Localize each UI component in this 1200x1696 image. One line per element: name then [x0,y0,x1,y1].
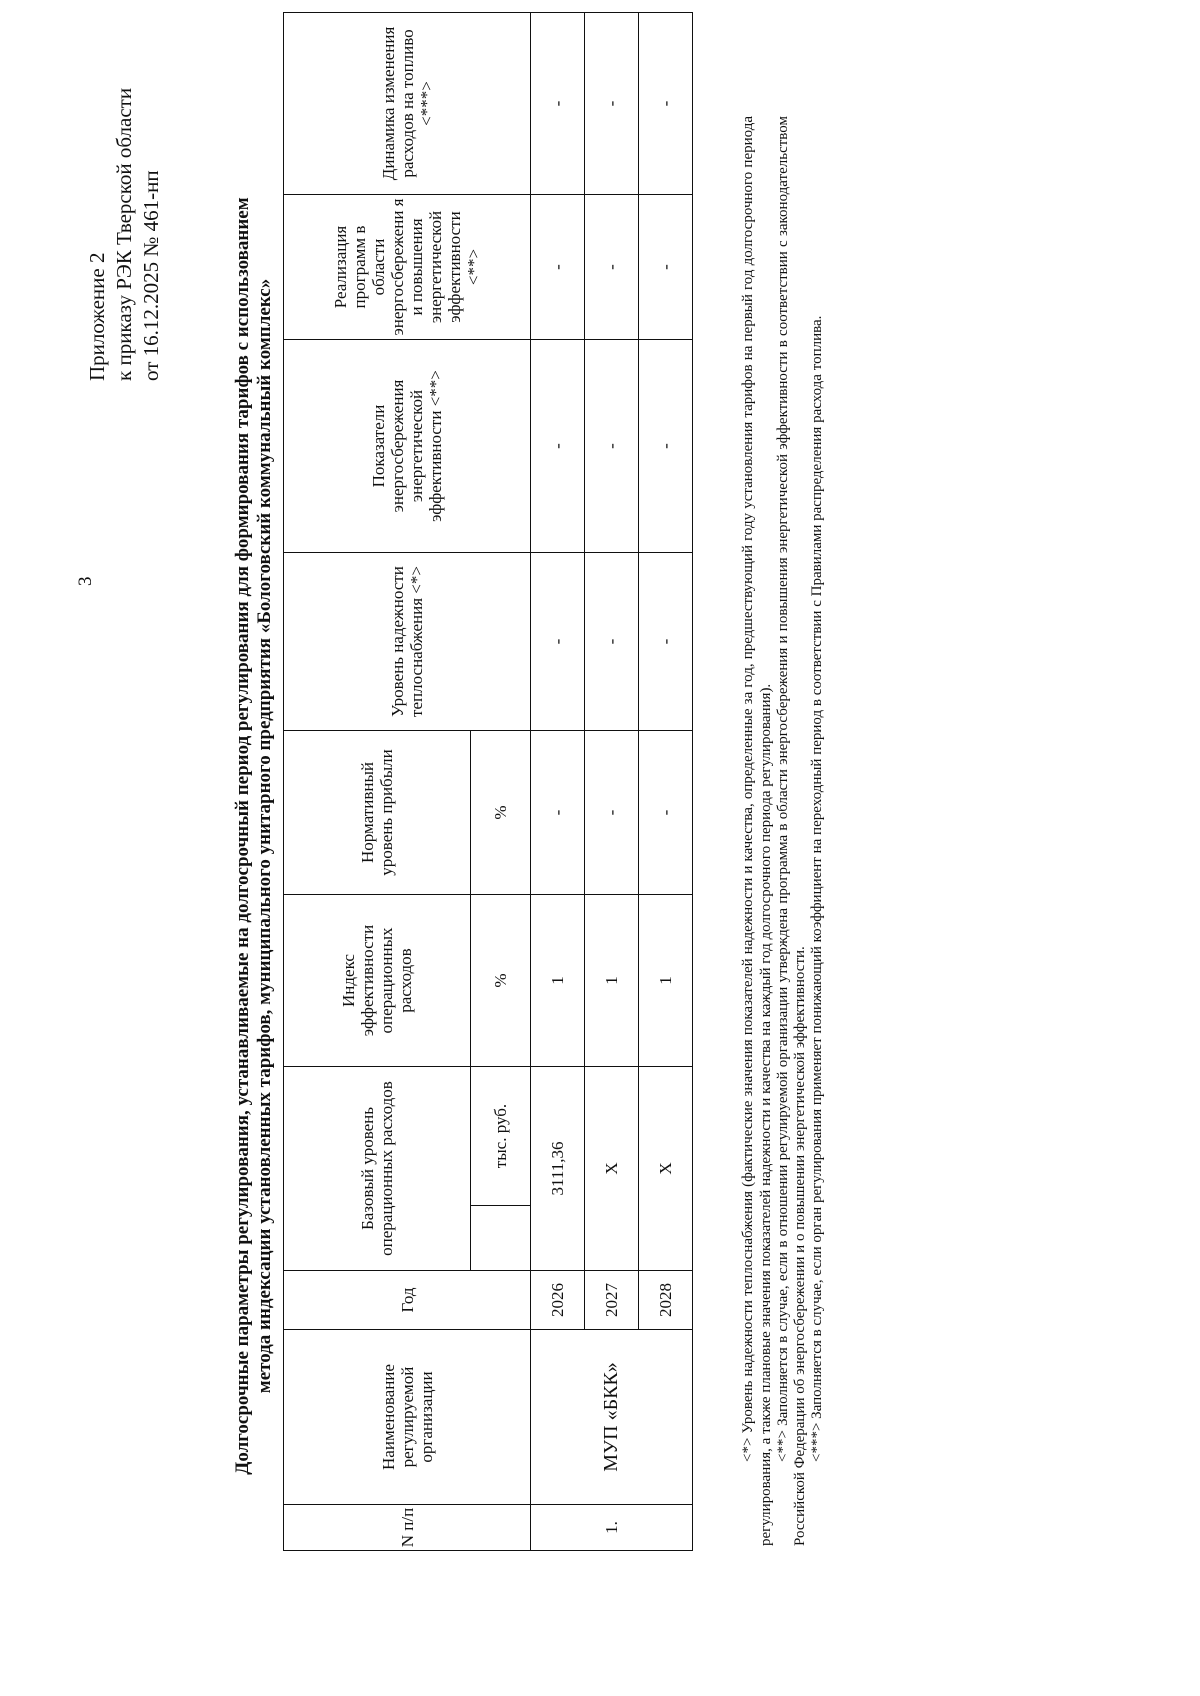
reliability-cell: - [639,553,693,731]
year-cell: 2026 [531,1271,585,1330]
energy-saving-cell: - [639,340,693,553]
base-level-cell: 3111,36 [531,1067,585,1271]
efficiency-index-cell: 1 [531,895,585,1067]
reliability-cell: - [585,553,639,731]
appendix-line-2: к приказу РЭК Тверской области [112,87,136,381]
header-energy-saving: Показатели энергосбережения энергетической эффективности <**> [284,340,531,553]
unit-norm: % [471,731,531,895]
year-cell: 2027 [585,1271,639,1330]
programs-cell: - [639,195,693,340]
header-fuel-dynamics: Динамика изменения расходов на топливо <***> [284,13,531,195]
footnote-fuel: <***> Заполняется в случае, если орган регулирования применяет понижающий коэффициент на переходный период в соответствии с Правилами распределения расхода топлива. [809,315,825,1462]
header-efficiency-index: Индекс эффективности операционных расходов [284,895,471,1067]
fuel-dynamics-cell: - [531,13,585,195]
appendix-line-3: от 16.12.2025 № 461-нп [139,170,163,381]
efficiency-index-cell: 1 [585,895,639,1067]
fuel-dynamics-cell: - [639,13,693,195]
document-title [232,126,276,1546]
programs-cell: - [531,195,585,340]
energy-saving-cell: - [585,340,639,553]
normative-profit-cell: - [639,731,693,895]
row-number: 1. [531,1505,693,1551]
base-level-cell: X [639,1067,693,1271]
footnotes [740,116,827,1546]
appendix-line-1: Приложение 2 [85,252,109,381]
footnote-reliability: <*> Уровень надежности теплоснабжения (фактические значения показателей надежности и качества, определенные за год, предшествующий году установления тарифов на первый год долгосрочного периода регулирования, а также плановые значения показателей надежности и качества на каждый год долгосрочного периода регулирования). [740,116,774,1546]
header-year: Год [284,1271,531,1330]
unit-base-empty [471,1206,531,1271]
table-row [639,13,693,1551]
header-row [284,13,471,1551]
normative-profit-cell: - [531,731,585,895]
energy-saving-cell: - [531,340,585,553]
header-organization: Наименование регулируемой организации [284,1330,531,1505]
table-row [585,13,639,1551]
appendix-reference [84,88,165,381]
base-level-cell: X [585,1067,639,1271]
organization-name: МУП «БКК» [531,1330,693,1505]
table-row [531,13,585,1551]
header-reliability: Уровень надежности теплоснабжения <*> [284,553,531,731]
title-line-1: Долгосрочные параметры регулирования, устанавливаемые на долгосрочный период регулирования для формирования тарифов с использованием [232,197,253,1475]
normative-profit-cell: - [585,731,639,895]
unit-index: % [471,895,531,1067]
header-programs: Реализация программ в области энергосбережени я и повышения энергетической эффективности <**> [284,195,531,340]
page-number: 3 [75,576,96,586]
footnote-energy: <**> Заполняется в случае, если в отношении регулируемой организации утверждена программа в области энергосбережения и повышения энергетической эффективности в соответствии с законодательством Российской Федерации об энергосбережении и о повышении энергетической эффективности. [775,116,808,1546]
title-line-2: метода индексации установленных тарифов, муниципального унитарного предприятия «Бологовский коммунальный комплекс» [254,278,275,1394]
fuel-dynamics-cell: - [585,13,639,195]
parameters-table [283,12,693,1551]
year-cell: 2028 [639,1271,693,1330]
programs-cell: - [585,195,639,340]
efficiency-index-cell: 1 [639,895,693,1067]
reliability-cell: - [531,553,585,731]
header-number: N п/п [284,1505,531,1551]
header-normative-profit: Нормативный уровень прибыли [284,731,471,895]
unit-base: тыс. руб. [471,1067,531,1206]
header-base-level: Базовый уровень операционных расходов [284,1067,471,1271]
